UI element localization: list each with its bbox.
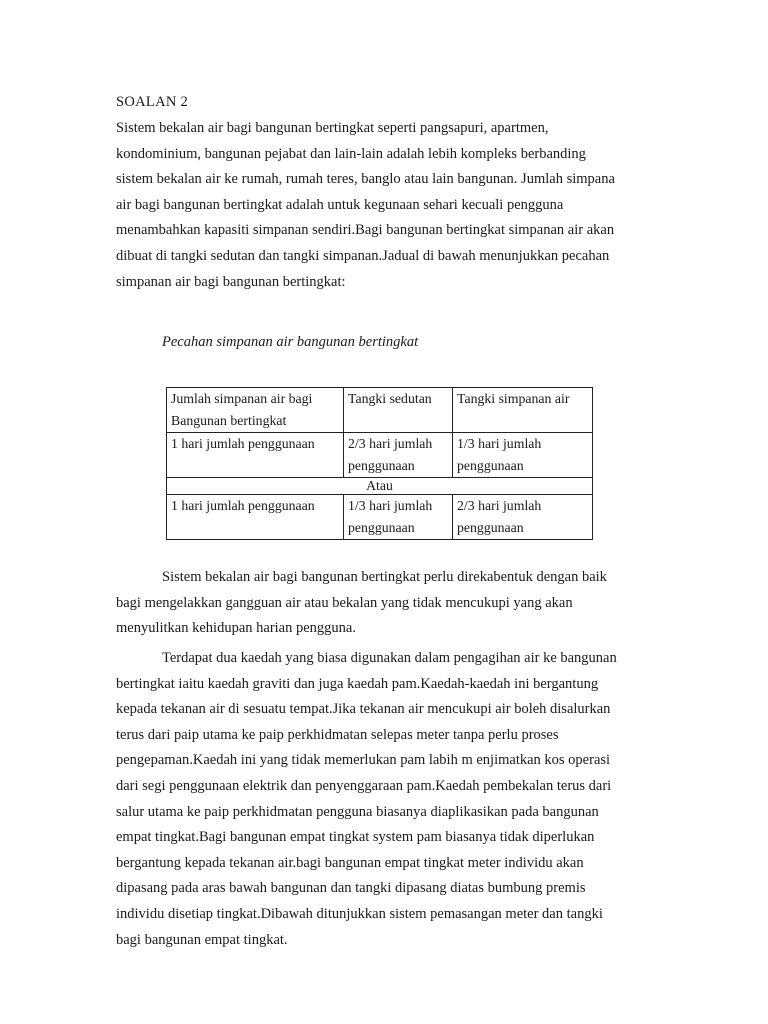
paragraph-methods (116, 646, 656, 953)
table-cell (453, 433, 593, 478)
table-cell (344, 433, 453, 478)
table-cell (344, 495, 453, 540)
table-cell (344, 388, 453, 433)
cell-text: penggunaan (348, 458, 415, 473)
storage-table (166, 387, 593, 540)
text-line: bertingkat iaitu kaedah graviti dan juga kaedah pam.Kaedah-kaedah ini bergantung (116, 675, 599, 692)
text-line: individu disetiap tingkat.Dibawah ditunjukkan sistem pemasangan meter dan tangki (116, 905, 603, 922)
text-line: pengepaman.Kaedah ini yang tidak memerlukan pam labih m enjimatkan kos operasi (116, 752, 611, 769)
table-cell (167, 388, 344, 433)
text-line: dibuat di tangki sedutan dan tangki simpanan.Jadual di bawah menunjukkan pecahan (116, 247, 610, 264)
cell-text: penggunaan (348, 520, 415, 535)
page-heading: SOALAN 2 (116, 94, 189, 110)
table-row (167, 495, 593, 540)
text-line: bagi bangunan empat tingkat. (116, 931, 288, 948)
text-line: bagi mengelakkan gangguan air atau bekalan yang tidak mencukupi yang akan (116, 594, 573, 611)
text-line: bergantung kepada tekanan air.bagi bangunan empat tingkat meter individu akan (116, 854, 584, 871)
cell-text: 2/3 hari jumlah (348, 436, 433, 451)
text-line: empat tingkat.Bagi bangunan empat tingkat system pam biasanya tidak diperlukan (116, 829, 595, 846)
text-line: Terdapat dua kaedah yang biasa digunakan dalam pengagihan air ke bangunan (162, 650, 617, 666)
table-cell (167, 433, 344, 478)
paragraph-design (116, 565, 656, 642)
table-cell (453, 388, 593, 433)
text-line: simpanan air bagi bangunan bertingkat: (116, 273, 346, 290)
text-line: menyulitkan kehidupan harian pengguna. (116, 620, 356, 637)
cell-text: Jumlah simpanan air bagi (171, 391, 313, 406)
table-cell (167, 495, 344, 540)
text-line: terus dari paip utama ke paip perkhidmatan selepas meter tanpa perlu proses (116, 726, 559, 743)
text-line: menambahkan kapasiti simpanan sendiri.Bagi bangunan bertingkat simpanan air akan (116, 222, 615, 239)
text-line: kepada tekanan air di sesuatu tempat.Jika tekanan air mencukupi air boleh disalurkan (116, 701, 611, 718)
text-line: dipasang pada aras bawah bangunan dan tangki dipasang diatas bumbung premis (116, 880, 586, 897)
text-line: salur utama ke paip perkhidmatan pengguna biasanya diaplikasikan pada bangunan (116, 803, 599, 820)
text-line: dari segi penggunaan elektrik dan penyenggaraan pam.Kaedah pembekalan terus dari (116, 777, 612, 794)
table-cell (453, 495, 593, 540)
table-separator-row (167, 478, 593, 495)
table-header-row (167, 388, 593, 433)
text-line: sistem bekalan air ke rumah, rumah teres, banglo atau lain bangunan. Jumlah simpana (116, 171, 615, 188)
cell-text: Tangki sedutan (348, 391, 432, 406)
table-caption: Pecahan simpanan air bangunan bertingkat (162, 334, 419, 350)
cell-text: 1 hari jumlah penggunaan (171, 436, 315, 451)
separator-cell: Atau (167, 478, 593, 495)
text-line: Sistem bekalan air bagi bangunan bertingkat seperti pangsapuri, apartmen, (116, 120, 549, 136)
intro-paragraph (116, 116, 656, 295)
cell-text: Tangki simpanan air (457, 391, 570, 406)
table-row (167, 433, 593, 478)
text-line: air bagi bangunan bertingkat adalah untuk kegunaan sehari kecuali pengguna (116, 196, 564, 213)
cell-text: 1/3 hari jumlah (457, 436, 542, 451)
cell-text: 1 hari jumlah penggunaan (171, 498, 315, 513)
cell-text: penggunaan (457, 458, 524, 473)
cell-text: penggunaan (457, 520, 524, 535)
text-line: kondominium, bangunan pejabat dan lain-lain adalah lebih kompleks berbanding (116, 145, 586, 162)
cell-text: Bangunan bertingkat (171, 413, 287, 428)
cell-text: 1/3 hari jumlah (348, 498, 433, 513)
text-line: Sistem bekalan air bagi bangunan bertingkat perlu direkabentuk dengan baik (162, 569, 607, 585)
cell-text: 2/3 hari jumlah (457, 498, 542, 513)
